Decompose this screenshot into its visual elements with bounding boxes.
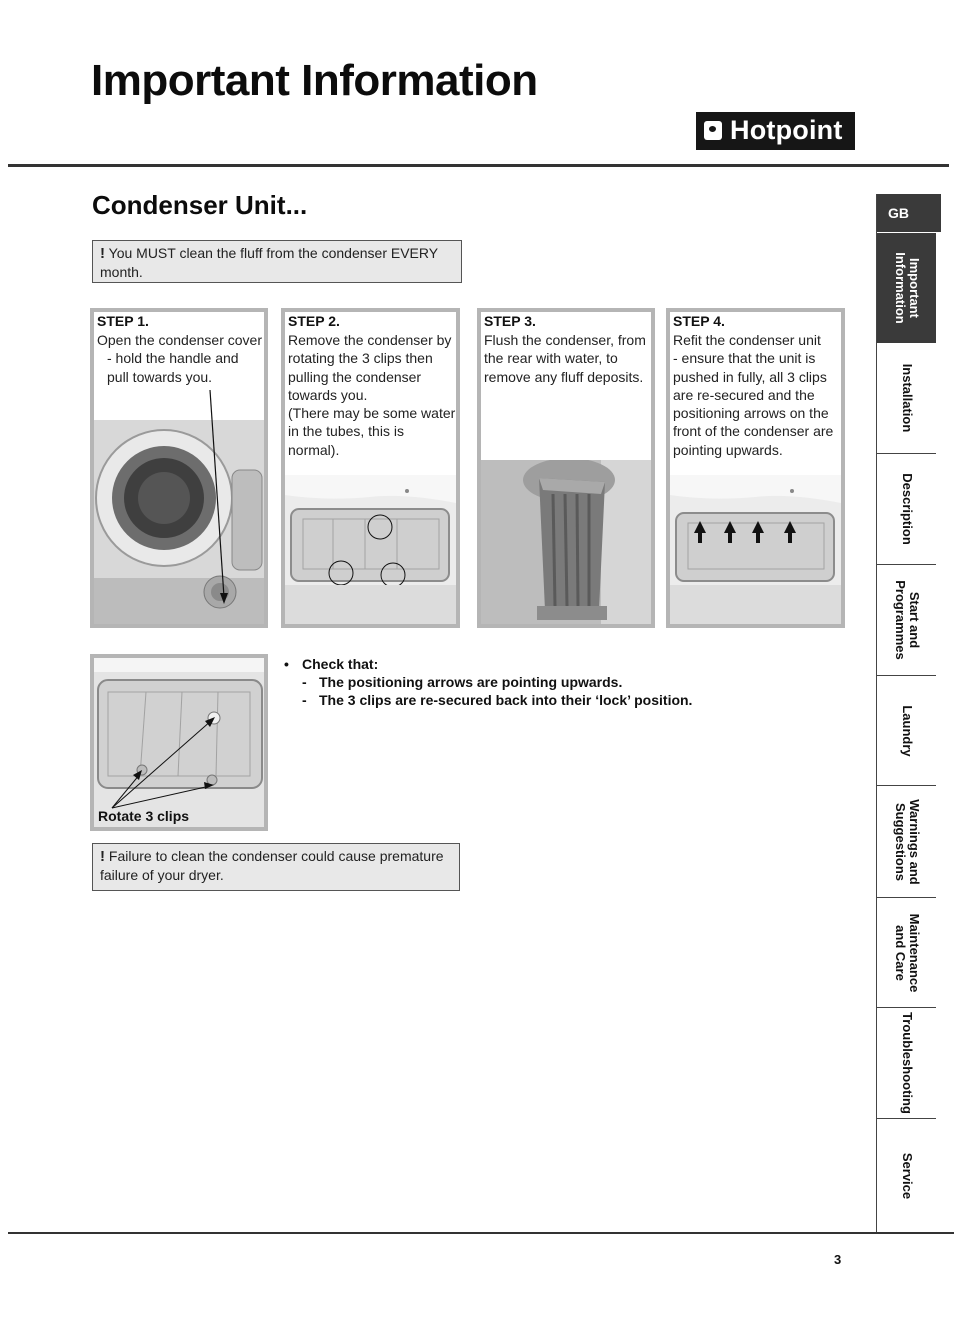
step-heading: STEP 3. xyxy=(484,313,536,329)
step-line: Refit the condenser unit xyxy=(673,332,821,348)
footer-divider xyxy=(8,1232,954,1234)
tab-label: Warnings and Suggestions xyxy=(892,798,922,885)
step-line: Remove the condenser by xyxy=(288,332,452,348)
warning-text: Failure to clean the condenser could cause premature failure of your dryer. xyxy=(100,848,444,883)
tab-label: Laundry xyxy=(899,704,915,757)
tab-start-and-programmes[interactable] xyxy=(877,565,936,676)
check-item: The 3 clips are re-secured back into their ‘lock’ position. xyxy=(319,692,693,708)
section-title: Condenser Unit... xyxy=(92,190,308,220)
brand-mark-icon xyxy=(704,121,722,140)
tab-label: Start and Programmes xyxy=(892,580,922,660)
step-line: pointing upwards. xyxy=(673,441,783,458)
step-line: Flush the condenser, from xyxy=(484,332,646,348)
tab-service[interactable] xyxy=(877,1119,936,1232)
bullet-icon: • xyxy=(284,656,289,672)
step-2-panel xyxy=(281,308,460,628)
step-description xyxy=(484,331,646,386)
step-line: in the tubes, this is normal). xyxy=(288,423,404,458)
tab-label: Description xyxy=(899,473,915,545)
tab-label: Important Information xyxy=(892,252,922,324)
warning-note-top xyxy=(92,240,462,283)
tab-maintenance-and-care[interactable] xyxy=(877,898,936,1008)
condenser-clips-photo xyxy=(285,475,456,624)
rotate-clips-label: Rotate 3 clips xyxy=(98,808,190,824)
warning-mark: ! xyxy=(100,848,105,865)
tab-laundry[interactable] xyxy=(877,676,936,786)
step-line: the rear with water, to xyxy=(484,350,618,367)
warning-mark: ! xyxy=(100,245,105,262)
dash-icon: - xyxy=(302,674,307,690)
step-line: remove any fluff deposits. xyxy=(484,368,644,385)
tab-description[interactable] xyxy=(877,454,936,565)
step-line: are re-secured and the xyxy=(673,386,815,403)
tab-label: Installation xyxy=(899,363,915,433)
step-heading: STEP 2. xyxy=(288,313,340,329)
step-1-panel xyxy=(90,308,268,628)
step-line: - hold the handle and xyxy=(107,350,239,367)
page-title: Important Information xyxy=(91,56,538,105)
brand-name: Hotpoint xyxy=(730,115,843,145)
step-line: pushed in fully, all 3 clips xyxy=(673,368,827,385)
step-line: pulling the condenser xyxy=(288,368,422,385)
rotate-clips-photo xyxy=(90,654,268,831)
tab-troubleshooting[interactable] xyxy=(877,1008,936,1119)
language-tab[interactable] xyxy=(877,194,941,232)
condenser-clips-diagram xyxy=(94,658,264,827)
warning-note-bottom xyxy=(92,843,460,891)
tab-label: Service xyxy=(899,1152,915,1199)
dash-icon: - xyxy=(302,692,307,708)
step-line: positioning arrows on the xyxy=(673,405,829,422)
step-line: Open the condenser cover xyxy=(97,332,262,348)
step-description xyxy=(288,331,456,459)
page-number: 3 xyxy=(834,1252,842,1267)
tab-installation[interactable] xyxy=(877,343,936,454)
header-divider xyxy=(8,164,949,167)
tab-warnings-and-suggestions[interactable] xyxy=(877,786,936,898)
tab-important-information[interactable] xyxy=(877,233,936,343)
warning-text: You MUST clean the fluff from the condenser EVERY month. xyxy=(100,245,438,280)
step-description xyxy=(673,331,833,459)
check-heading: Check that: xyxy=(302,656,379,672)
step-line: pull towards you. xyxy=(107,368,213,385)
check-item: The positioning arrows are pointing upwards. xyxy=(319,674,623,690)
step-line: - ensure that the unit is xyxy=(673,350,816,367)
condenser-refit-photo xyxy=(670,475,841,624)
hotpoint-logo xyxy=(696,112,855,150)
step-heading: STEP 4. xyxy=(673,313,725,329)
condenser-flush-photo xyxy=(481,460,651,624)
tab-label: Troubleshooting xyxy=(899,1012,915,1114)
step-heading: STEP 1. xyxy=(97,313,149,329)
step-line: towards you. xyxy=(288,386,368,403)
language-label: GB xyxy=(888,205,909,221)
step-line: rotating the 3 clips then xyxy=(288,350,433,367)
step-4-panel xyxy=(666,308,845,628)
pointer-arrow xyxy=(94,312,264,628)
step-line: (There may be some water xyxy=(288,405,456,422)
tab-label: Maintenance and Care xyxy=(892,913,922,992)
step-3-panel xyxy=(477,308,655,628)
step-line: front of the condenser are xyxy=(673,423,834,440)
